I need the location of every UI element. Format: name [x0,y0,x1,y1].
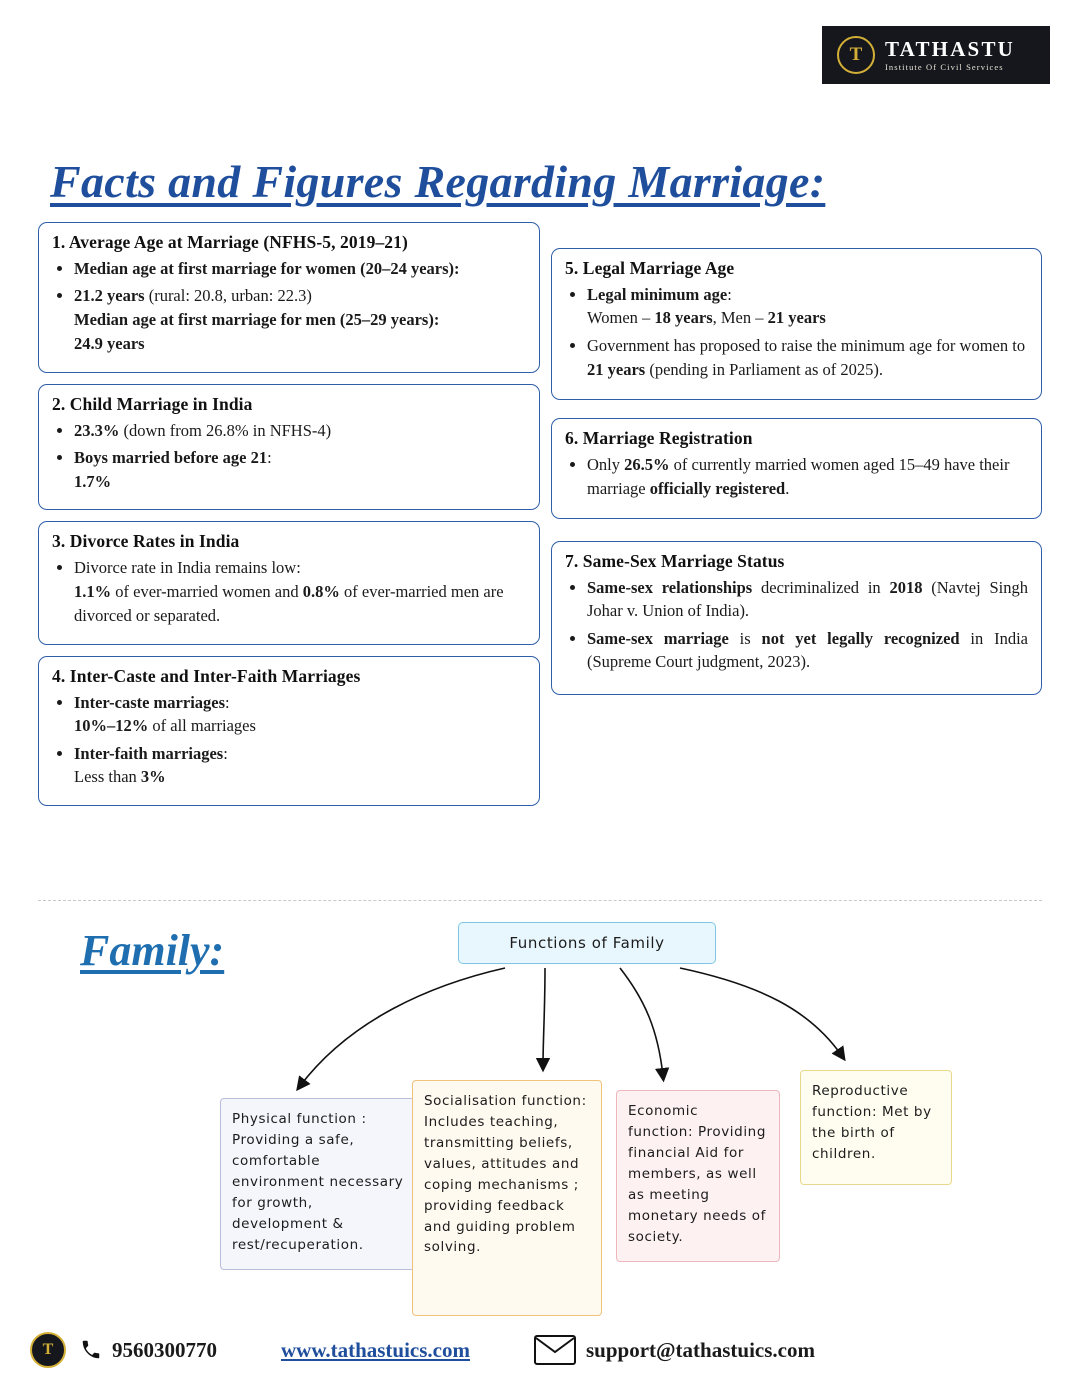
diagram-node-label: Socialisation function: Includes teaching, transmitting beliefs, values, attitudes and coping mechanisms ; providing feedback and guiding problem solving. [424,1093,587,1256]
card-legal-marriage-age [551,248,1042,400]
bullet-strong: 21.2 years [74,286,145,306]
bullet-e: . [785,478,790,498]
list-item [587,627,1028,674]
bullet-strong-b: 3% [140,767,166,787]
bullet-strong-a: 10%–12% [74,716,149,736]
brand-emblem-icon: T [837,36,875,74]
diagram-node-label: Economic function: Providing financial Aid for members, as well as meeting monetary needs of society. [628,1103,766,1245]
bullet-a: Same-sex relationships [587,578,753,598]
bullet-strong: 23.3% [74,420,120,440]
family-heading: Family: [80,926,225,975]
bullet-strong-c: 0.8% [302,581,340,601]
bullet-d: in India (Supreme Court judgment, 2023). [587,628,1028,672]
footer-phone-number: 9560300770 [112,1337,217,1362]
bullet-c: (pending in Parliament as of 2025). [645,359,884,379]
card-child-marriage [38,384,540,511]
card-average-age-at-marriage [38,222,540,373]
bullet-strong: Inter-faith marriages [74,744,224,764]
card-divorce-rates [38,521,540,644]
bullet-c: , Men – [712,308,768,328]
bullet-strong: Inter-caste marriages [74,692,226,712]
bullet-b: 26.5% [624,455,670,475]
bullet-pre: Less than [74,767,141,787]
card-title: 4. Inter-Caste and Inter-Faith Marriages [52,665,361,686]
bullet-c: 2018 [889,578,923,598]
phone-icon [80,1339,102,1361]
bullet-d: officially registered [649,478,786,498]
list-item [74,419,526,442]
card-inter-caste-faith [38,656,540,807]
facts-column-right [551,248,1042,706]
bullet-d: (Navtej Singh Johar v. Union of India). [587,578,1028,621]
list-item [587,334,1028,381]
bullet-b: 18 years [654,308,713,328]
card-title: 2. Child Marriage in India [52,393,253,414]
diagram-node-economic-function [616,1090,780,1262]
bullet-rest: : [727,285,732,304]
footer-badge-icon: T [30,1332,66,1368]
bullet-b: 21 years [587,359,646,379]
bullet-rest: : [225,692,230,712]
card-title: 5. Legal Marriage Age [565,258,735,278]
bullet-a: Women – [587,308,655,328]
bullet-c: not yet legally recognized [761,628,960,648]
brand-text [885,38,1015,72]
list-item [587,576,1028,623]
brand-tagline: Institute Of Civil Services [885,62,1004,73]
card-same-sex-marriage-status [551,541,1042,695]
bullet-mid-b: of ever-married women and [111,581,303,601]
list-item [74,257,526,280]
list-item [74,556,526,627]
footer-email-address: support@tathastuics.com [586,1337,815,1362]
bullet-d: 21 years [767,308,826,328]
list-item [74,691,526,738]
bullet-text: Median age at first marriage for women (20–24 years): [74,259,460,278]
list-item [587,453,1028,500]
bullet-line2: Median age at first marriage for men (25–29 years): [74,309,440,329]
diagram-node-physical-function [220,1098,416,1270]
bullet-line3: 24.9 years [74,333,145,353]
brand-name: TATHASTU [885,37,1016,62]
bullet-a: Government has proposed to raise the minimum age for women to [587,336,1026,356]
page-title: Facts and Figures Regarding Marriage: [50,155,826,207]
card-title: 7. Same-Sex Marriage Status [565,551,785,572]
bullet-rest: : [267,448,272,468]
diagram-root-functions-of-family [458,922,716,964]
bullet-b: is [728,628,762,648]
list-item [587,283,1028,330]
bullet-text: Divorce rate in India remains low: [74,558,301,578]
card-title: 6. Marriage Registration [565,428,753,449]
card-title: 3. Divorce Rates in India [52,531,240,552]
section-divider [38,900,1042,901]
bullet-b: decriminalized in [752,578,890,598]
bullet-strong: Legal minimum age [587,285,728,304]
footer-website-link[interactable]: www.tathastuics.com [281,1337,470,1362]
diagram-node-socialisation-function [412,1080,602,1316]
bullet-rest: : [223,744,228,764]
bullet-strong: Boys married before age 21 [74,448,268,468]
bullet-line2: 1.7% [74,471,112,491]
diagram-node-label: Reproductive function: Met by the birth of children. [812,1083,932,1162]
card-title: 1. Average Age at Marriage (NFHS-5, 2019–21) [52,232,408,252]
bullet-a: Same-sex marriage [587,628,729,648]
footer-phone [80,1338,217,1363]
card-marriage-registration [551,418,1042,519]
bullet-c: of currently married women aged 15–49 have their marriage [587,455,1010,498]
list-item [74,284,526,355]
envelope-icon [534,1335,576,1365]
facts-column-left [38,222,540,817]
brand-logo [822,26,1050,84]
bullet-rest-b: of all marriages [148,716,256,736]
diagram-node-reproductive-function [800,1070,952,1185]
bullet-rest: (down from 26.8% in NFHS-4) [119,420,332,440]
bullet-a: Only [587,455,625,475]
diagram-root-label: Functions of Family [509,933,665,952]
diagram-node-label: Physical function : Providing a safe, comfortable environment necessary for growth, development & rest/recuperation. [232,1111,404,1253]
footer-email [534,1335,815,1365]
list-item [74,742,526,789]
bullet-rest: (rural: 20.8, urban: 22.3) [144,286,312,306]
list-item [74,446,526,493]
bullet-strong-a: 1.1% [74,581,112,601]
footer [0,1314,1080,1386]
bullet-end-d: of ever-married men are divorced or separated. [74,581,504,625]
